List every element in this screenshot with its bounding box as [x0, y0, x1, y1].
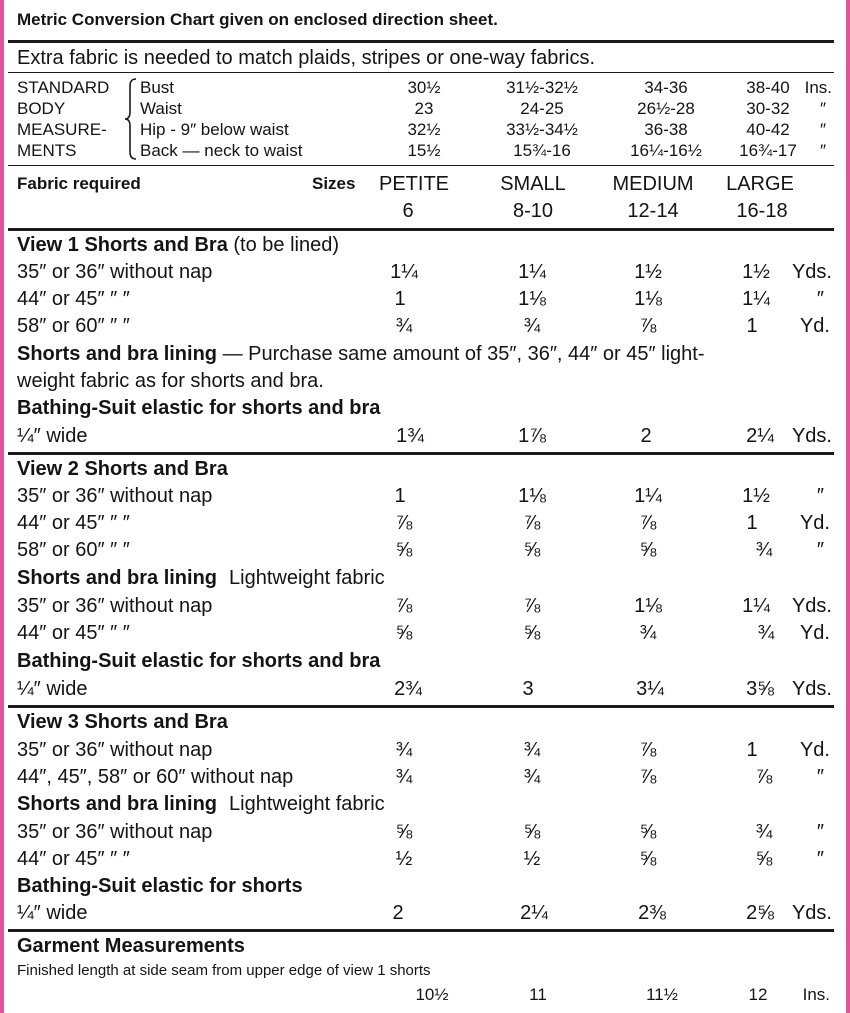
elastic-value: 2⅝	[746, 902, 774, 924]
divider	[8, 929, 834, 932]
yardage-unit: ″	[816, 766, 824, 788]
fabric-required-title: Fabric required	[17, 174, 141, 193]
measurement-value: 31½-32½	[506, 78, 578, 97]
yardage-value: 1½	[634, 261, 662, 283]
yardage-unit: Yd.	[799, 315, 830, 337]
yardage-value: ⅝	[639, 821, 657, 843]
elastic-unit: Yds.	[791, 902, 832, 924]
yardage-value: 1	[746, 315, 758, 337]
garment-note: Finished length at side seam from upper edge of view 1 shorts	[17, 962, 431, 979]
fabric-row-label: 44″ or 45″ ″ ″	[17, 848, 130, 870]
section-label-line: MEASURE-	[17, 120, 107, 139]
yardage-value: ¾	[639, 622, 657, 644]
elastic-value: 3	[522, 678, 534, 700]
fabric-row-label: 35″ or 36″ without nap	[17, 595, 213, 617]
yardage-value: ⅝	[523, 539, 541, 561]
size-number: 6	[402, 200, 414, 222]
elastic-row-label: ¼″ wide	[17, 678, 88, 700]
elastic-value: 1¾	[396, 425, 424, 447]
yardage-value: ⅞	[755, 766, 773, 788]
yardage-value: 1½	[742, 485, 770, 507]
garment-unit: Ins.	[802, 985, 830, 1004]
view-title: View 3 Shorts and Bra	[17, 711, 228, 733]
yardage-value: 1⅛	[634, 288, 662, 310]
yardage-value: ¾	[755, 821, 773, 843]
measurement-unit: Ins.	[804, 78, 832, 97]
view-title: View 2 Shorts and Bra	[17, 458, 228, 480]
yardage-value: ¾	[395, 766, 413, 788]
yardage-value: 1	[746, 512, 758, 534]
yardage-unit: ″	[816, 539, 824, 561]
yardage-value: 1¼	[390, 261, 418, 283]
garment-heading: Garment Measurements	[17, 935, 245, 957]
yardage-value: ⅞	[639, 766, 657, 788]
yardage-value: ⅞	[639, 739, 657, 761]
garment-value: 10½	[415, 985, 449, 1004]
yardage-value: ¾	[523, 315, 541, 337]
measurement-value: 32½	[407, 120, 441, 139]
measurement-unit: ″	[819, 141, 826, 160]
right-page-edge	[846, 0, 850, 1013]
measurement-label: Hip - 9″ below waist	[140, 120, 289, 139]
fabric-row-label: 35″ or 36″ without nap	[17, 821, 213, 843]
yardage-value: ⅝	[639, 539, 657, 561]
yardage-unit: Yd.	[799, 622, 830, 644]
yardage-value: ⅞	[523, 595, 541, 617]
measurement-label: Waist	[140, 99, 182, 118]
elastic-value: 2	[640, 425, 652, 447]
measurement-value: 15½	[407, 141, 441, 160]
measurement-value: 33½-34½	[506, 120, 578, 139]
measurement-unit: ″	[819, 99, 826, 118]
elastic-value: 1⅞	[518, 425, 546, 447]
elastic-heading: Bathing-Suit elastic for shorts and bra	[17, 397, 381, 419]
fabric-row-label: 35″ or 36″ without nap	[17, 261, 213, 283]
elastic-value: 2	[392, 902, 404, 924]
lining-note	[17, 794, 385, 814]
section-label-line: MENTS	[17, 141, 77, 160]
lining-text: — Purchase same amount of 35″, 36″, 44″ or 45″ light-	[217, 343, 705, 365]
measurement-value: 38-40	[746, 78, 790, 97]
yardage-value: ⅞	[395, 595, 413, 617]
sizes-label: Sizes	[312, 174, 356, 193]
garment-value: 11½	[646, 985, 678, 1004]
yardage-value: 1	[394, 288, 406, 310]
divider	[8, 72, 834, 73]
size-name: LARGE	[726, 173, 794, 195]
lining-text-continued: weight fabric as for shorts and bra.	[17, 370, 324, 392]
measurement-value: 26½-28	[637, 99, 695, 118]
yardage-unit: Yd.	[799, 739, 830, 761]
view-title-text: View 1 Shorts and Bra	[17, 234, 228, 256]
yardage-value: 1⅛	[634, 595, 662, 617]
elastic-heading: Bathing-Suit elastic for shorts and bra	[17, 650, 381, 672]
metric-conversion-note: Metric Conversion Chart given on enclosed direction sheet.	[17, 10, 498, 29]
fabric-row-label: 44″, 45″, 58″ or 60″ without nap	[17, 766, 294, 788]
measurement-label: Bust	[140, 78, 175, 97]
yardage-value: ⅞	[639, 512, 657, 534]
fabric-row-label: 58″ or 60″ ″ ″	[17, 539, 130, 561]
divider	[8, 165, 834, 166]
fabric-row-label: 58″ or 60″ ″ ″	[17, 315, 130, 337]
divider	[8, 452, 834, 455]
lining-heading: Shorts and bra lining	[17, 343, 218, 365]
yardage-value: ⅝	[523, 622, 541, 644]
extra-fabric-note: Extra fabric is needed to match plaids, stripes or one-way fabrics.	[17, 47, 596, 69]
yardage-value: ⅝	[395, 622, 413, 644]
yardage-value: ⅞	[639, 315, 657, 337]
yardage-value: ½	[395, 848, 413, 870]
yardage-value: 1¼	[634, 485, 662, 507]
yardage-value: 1¼	[742, 595, 770, 617]
measurement-value: 24-25	[520, 99, 564, 118]
garment-value: 11	[529, 985, 547, 1004]
view-title-note: (to be lined)	[227, 234, 339, 256]
size-name: MEDIUM	[612, 173, 694, 195]
elastic-value: 2¾	[394, 678, 422, 700]
fabric-row-label: 35″ or 36″ without nap	[17, 739, 213, 761]
elastic-heading: Bathing-Suit elastic for shorts	[17, 875, 303, 897]
yardage-unit: ″	[816, 288, 824, 310]
elastic-value: 2¼	[520, 902, 548, 924]
measurement-unit: ″	[819, 120, 826, 139]
yardage-value: ⅞	[523, 512, 541, 534]
yardage-value: ½	[523, 848, 541, 870]
yardage-value: ⅝	[395, 539, 413, 561]
yardage-value: ¾	[755, 539, 773, 561]
divider	[8, 705, 834, 708]
elastic-value: 3¼	[636, 678, 664, 700]
lining-heading: Shorts and bra lining	[17, 793, 218, 815]
elastic-value: 2⅜	[638, 902, 666, 924]
divider	[8, 40, 834, 43]
yardage-value: ¾	[523, 739, 541, 761]
measurement-value: 16¾-17	[739, 141, 797, 160]
fabric-row-label: 35″ or 36″ without nap	[17, 485, 213, 507]
yardage-value: ⅝	[639, 848, 657, 870]
left-page-edge	[0, 0, 4, 1013]
elastic-row-label: ¼″ wide	[17, 902, 88, 924]
section-label-line: BODY	[17, 99, 66, 118]
elastic-value: 3⅝	[746, 678, 774, 700]
elastic-value: 2¼	[746, 425, 774, 447]
yardage-value: ¾	[523, 766, 541, 788]
fabric-row-label: 44″ or 45″ ″ ″	[17, 288, 130, 310]
curly-brace-icon	[124, 78, 138, 160]
yardage-value: 1	[394, 485, 406, 507]
yardage-unit: Yds.	[791, 261, 832, 283]
size-number: 8-10	[512, 200, 554, 222]
garment-value: 12	[748, 985, 768, 1004]
size-number: 16-18	[736, 200, 788, 222]
elastic-unit: Yds.	[791, 678, 832, 700]
yardage-value: ⅞	[395, 512, 413, 534]
measurement-value: 16¼-16½	[630, 141, 702, 160]
yardage-value: ⅝	[755, 848, 773, 870]
measurement-value: 40-42	[746, 120, 790, 139]
yardage-value: ¾	[395, 739, 413, 761]
measurement-value: 30-32	[746, 99, 790, 118]
size-name: PETITE	[378, 173, 450, 195]
yardage-unit: Yds.	[791, 595, 832, 617]
yardage-unit: ″	[816, 485, 824, 507]
yardage-value: 1⅛	[518, 485, 546, 507]
yardage-value: 1	[746, 739, 758, 761]
elastic-row-label: ¼″ wide	[17, 425, 88, 447]
lining-fabric-note: Lightweight fabric	[229, 567, 385, 589]
view-title	[17, 235, 339, 255]
yardage-value: 1⅛	[518, 288, 546, 310]
section-label-line: STANDARD	[17, 78, 110, 97]
yardage-value: ¾	[395, 315, 413, 337]
yardage-value: ¾	[757, 622, 775, 644]
measurement-value: 34-36	[644, 78, 688, 97]
yardage-value: 1½	[742, 261, 770, 283]
measurement-value: 36-38	[644, 120, 688, 139]
lining-note	[17, 568, 385, 588]
measurement-value: 23	[414, 99, 434, 118]
yardage-unit: ″	[816, 821, 824, 843]
yardage-unit: ″	[816, 848, 824, 870]
yardage-value: 1¼	[742, 288, 770, 310]
fabric-row-label: 44″ or 45″ ″ ″	[17, 512, 130, 534]
fabric-row-label: 44″ or 45″ ″ ″	[17, 622, 130, 644]
lining-heading: Shorts and bra lining	[17, 567, 218, 589]
yardage-value: ⅝	[395, 821, 413, 843]
divider	[8, 228, 834, 231]
size-number: 12-14	[627, 200, 679, 222]
measurement-label: Back — neck to waist	[140, 141, 303, 160]
elastic-unit: Yds.	[791, 425, 832, 447]
yardage-value: 1¼	[518, 261, 546, 283]
measurement-value: 30½	[407, 78, 441, 97]
yardage-unit: Yd.	[799, 512, 830, 534]
measurement-value: 15¾-16	[513, 141, 571, 160]
yardage-value: ⅝	[523, 821, 541, 843]
size-name: SMALL	[500, 173, 566, 195]
lining-fabric-note: Lightweight fabric	[229, 793, 385, 815]
lining-note	[17, 344, 704, 364]
